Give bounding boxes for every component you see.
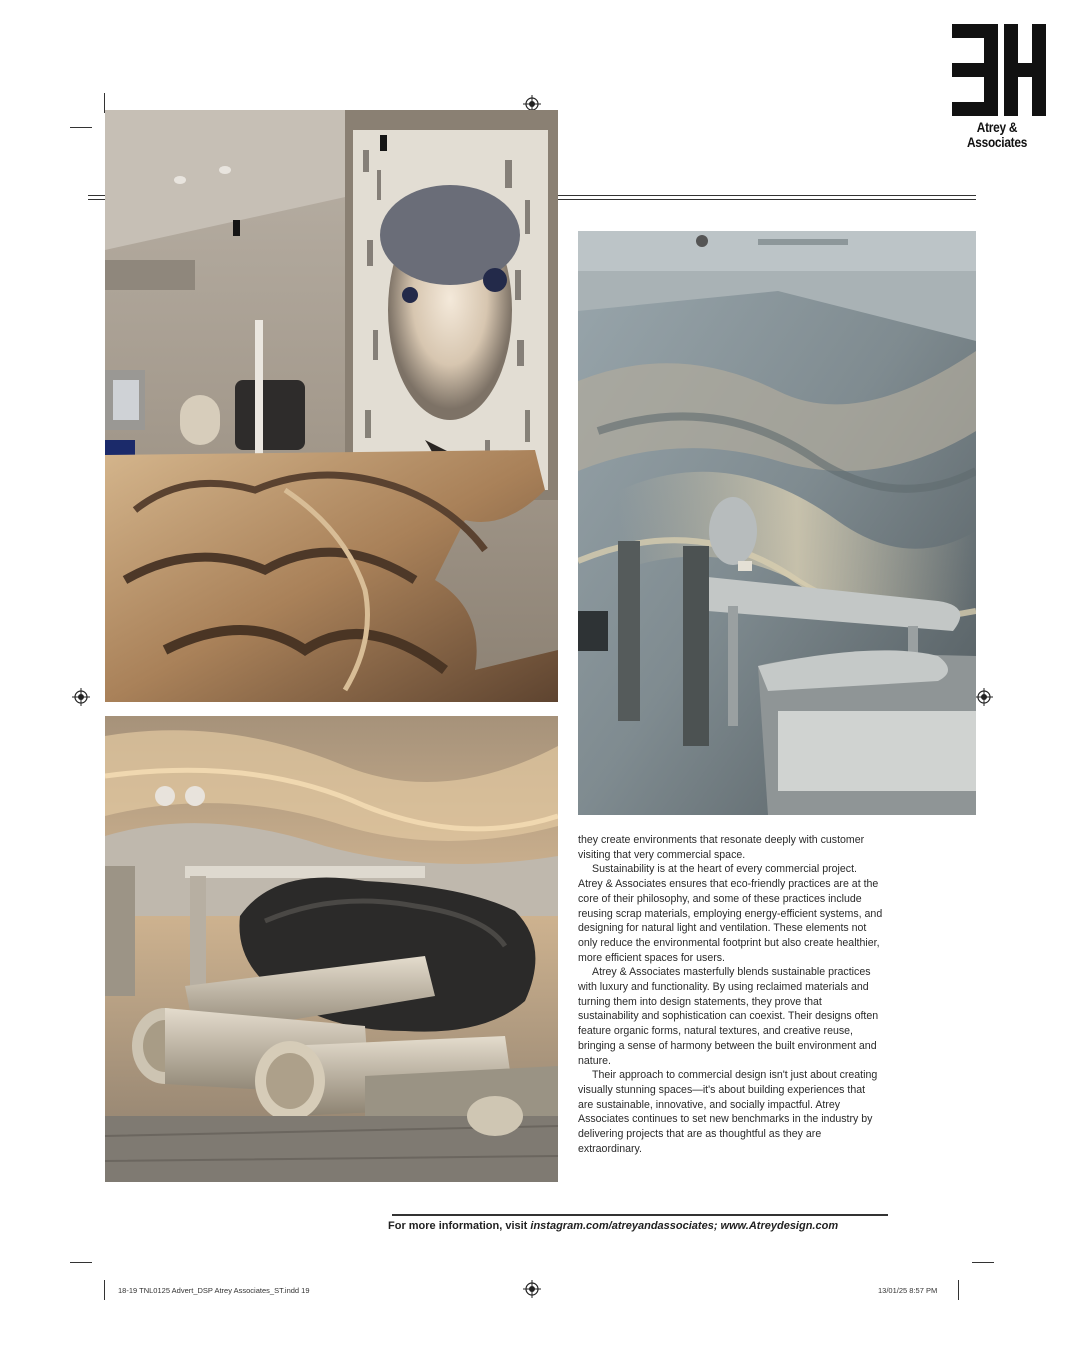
photo-stone-log-installation: [105, 716, 558, 1182]
slug-datetime: 13/01/25 8:57 PM: [878, 1286, 938, 1295]
paragraph: Their approach to commercial design isn't just about creating visually stunning spaces—it's about building experiences that are sustainable, innovative, and socially impactful. Atrey Associates continues to set new benchmarks in the industry by delivering projects that are as thoughtful as they are extraordinary.: [578, 1069, 878, 1155]
footer-prefix: For more information, visit: [388, 1220, 531, 1232]
header-rule: [558, 199, 976, 200]
crop-mark: [972, 1262, 994, 1263]
header-rule: [558, 195, 976, 196]
ah-monogram-icon: [952, 24, 1046, 116]
photo-reception-driftwood-desk: [105, 110, 558, 702]
paragraph: they create environments that resonate deeply with customer visiting that very commercial space.: [578, 834, 865, 861]
header-rule: [88, 195, 106, 196]
footer-rule: [392, 1214, 888, 1216]
footer-info: [388, 1220, 888, 1232]
paragraph: Atrey & Associates masterfully blends sustainable practices with luxury and functionality. By using reclaimed materials and turning them into design statements, they prove that sustainability and sophistication can coexist. Their designs often feature organic forms, natural textures, and creative reuse, bringing a sense of harmony between the built environment and nature.: [578, 966, 879, 1067]
crop-mark: [70, 127, 92, 128]
article-body: [578, 833, 883, 1156]
registration-mark-icon: [975, 688, 993, 706]
photo-lounge-dune-wall: [578, 231, 976, 815]
registration-mark-icon: [72, 688, 90, 706]
slug-file: 18-19 TNL0125 Advert_DSP Atrey Associates_ST.indd 19: [118, 1286, 310, 1295]
registration-mark-icon: [523, 1280, 541, 1298]
paragraph: Sustainability is at the heart of every commercial project. Atrey & Associates ensures that eco-friendly practices are at the core of their philosophy, and some of these practices include reusing scrap materials, employing energy-efficient systems, and designing for natural light and ventilation. These elements not only reduce the environmental footprint but also create healthier, more efficient spaces for users.: [578, 863, 883, 964]
crop-mark: [958, 1280, 959, 1300]
footer-links[interactable]: instagram.com/atreyandassociates; www.Atreydesign.com: [530, 1220, 839, 1232]
logo-wordmark: Atrey & Associates: [966, 120, 1028, 150]
crop-mark: [70, 1262, 92, 1263]
header-rule: [88, 199, 106, 200]
crop-mark: [104, 1280, 105, 1300]
